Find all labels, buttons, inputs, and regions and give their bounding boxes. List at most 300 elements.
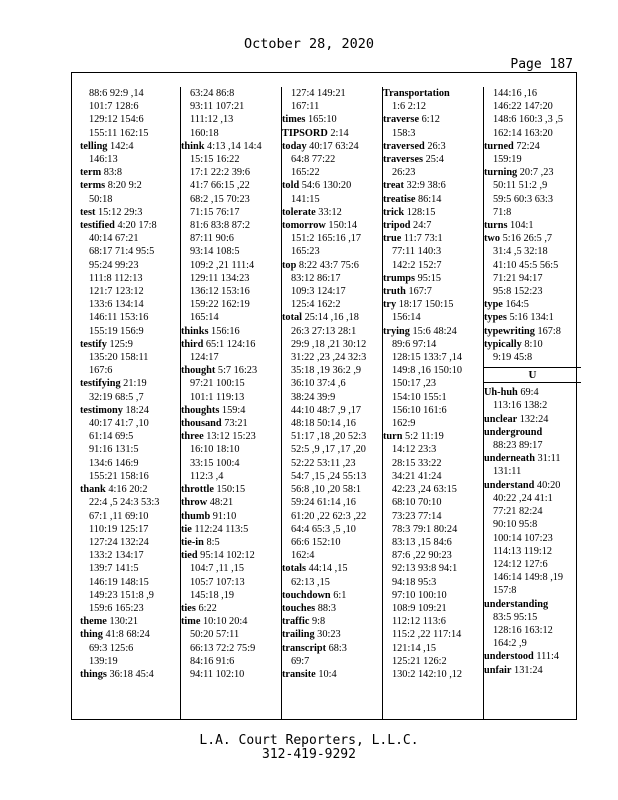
- index-entry-continuation: [383, 470, 483, 483]
- index-word: theme: [80, 616, 107, 628]
- page-line-refs: 18:24: [122, 404, 149, 416]
- index-word: time: [181, 616, 201, 628]
- page-line-refs: 94:11 102:10: [190, 668, 245, 680]
- page-line-refs: 5:2 11:19: [402, 431, 444, 443]
- page-line-refs: 77:21 82:24: [493, 506, 543, 518]
- page-line-refs: 14:12 23:3: [392, 444, 437, 456]
- index-entry-continuation: [282, 391, 382, 404]
- page-line-refs: 129:11 134:23: [190, 272, 250, 284]
- index-entry-continuation: [484, 532, 585, 545]
- index-word: today: [282, 140, 307, 152]
- page-line-refs: 165:10: [305, 114, 337, 126]
- index-entry: [80, 338, 180, 351]
- index-word: transite: [282, 668, 316, 680]
- index-entry-continuation: [383, 576, 483, 589]
- page-line-refs: 162:4: [291, 550, 315, 562]
- index-entry: [282, 615, 382, 628]
- page-line-refs: 6:1: [330, 589, 347, 601]
- index-entry-continuation: [282, 285, 382, 298]
- page-line-refs: 139:19: [89, 655, 118, 667]
- page-line-refs: 10:10 20:4: [200, 616, 248, 628]
- page-line-refs: 20:7 ,23: [517, 167, 554, 179]
- index-word: Uh-huh: [484, 387, 518, 399]
- index-entry: [80, 219, 180, 232]
- index-column-3: [282, 87, 383, 719]
- page-line-refs: 31:4 ,5 32:18: [493, 246, 548, 258]
- index-entry-continuation: [484, 272, 585, 285]
- page-line-refs: 83:12 86:17: [291, 272, 341, 284]
- index-entry: [181, 140, 281, 153]
- page-line-refs: 68:2 ,15 70:23: [190, 193, 250, 205]
- index-entry-continuation: [181, 193, 281, 206]
- index-entry-continuation: [383, 483, 483, 496]
- page-line-refs: 83:13 ,15 84:6: [392, 536, 452, 548]
- index-table: [71, 72, 577, 720]
- page-line-refs: 144:16 ,16: [493, 88, 538, 99]
- page-line-refs: 88:3: [315, 602, 337, 614]
- page-line-refs: 95:8 152:23: [493, 286, 543, 298]
- index-entry: [282, 140, 382, 153]
- index-word: understand: [484, 479, 535, 491]
- index-entry-continuation: [484, 245, 585, 258]
- page-line-refs: 8:10: [521, 338, 543, 350]
- index-word: true: [383, 233, 402, 245]
- page-line-refs: 8:22 43:7 75:6: [296, 259, 359, 271]
- index-entry-continuation: [80, 100, 180, 113]
- page-line-refs: 73:23 77:14: [392, 510, 442, 522]
- index-entry-continuation: [181, 153, 281, 166]
- page-line-refs: 130:2 142:10 ,12: [392, 668, 463, 680]
- index-entry-continuation: [181, 113, 281, 126]
- index-entry-continuation: [80, 642, 180, 655]
- index-entry-continuation: [383, 443, 483, 456]
- page-line-refs: 159:6 165:23: [89, 602, 144, 614]
- page-line-refs: 125:4 162:2: [291, 299, 341, 311]
- index-entry-continuation: [181, 219, 281, 232]
- page-line-refs: 97:21 100:15: [190, 378, 245, 390]
- page-line-refs: 150:14: [325, 220, 358, 232]
- page-line-refs: 88:6 92:9 ,14: [89, 88, 144, 99]
- index-entry-continuation: [181, 391, 281, 404]
- page-line-refs: 142:2 152:7: [392, 259, 442, 271]
- index-entry-continuation: [282, 523, 382, 536]
- page-line-refs: 145:18 ,19: [190, 589, 235, 601]
- index-entry: [484, 140, 585, 153]
- page-line-refs: 167:6: [89, 365, 113, 377]
- page-line-refs: 69:4: [517, 387, 539, 399]
- index-entry-continuation: [80, 311, 180, 324]
- court-reporter-phone: 312-419-9292: [262, 747, 356, 762]
- page-number: Page 187: [510, 57, 573, 72]
- page-line-refs: 146:14 149:8 ,19: [493, 572, 564, 584]
- index-word: understood: [484, 651, 534, 663]
- page-line-refs: 40:14 67:21: [89, 233, 139, 245]
- page-line-refs: 164:5: [502, 299, 529, 311]
- transcript-date: October 28, 2020: [243, 36, 375, 52]
- page-line-refs: 6:22: [195, 602, 217, 614]
- page-line-refs: 67:1 ,11 69:10: [89, 510, 149, 522]
- page-line-refs: 133:6 134:14: [89, 299, 144, 311]
- page-line-refs: 159:19: [493, 154, 522, 166]
- page-line-refs: 6:12: [419, 114, 440, 126]
- page-line-refs: 165:22: [291, 167, 320, 179]
- page-line-refs: 128:16 163:12: [493, 624, 553, 636]
- index-word: turns: [484, 220, 508, 232]
- page-line-refs: 62:13 ,15: [291, 576, 330, 588]
- index-entry: [181, 549, 281, 562]
- index-word: three: [181, 431, 204, 443]
- index-entry: [383, 87, 483, 100]
- page-line-refs: 155:21 158:16: [89, 470, 149, 482]
- index-entry-continuation: [181, 470, 281, 483]
- page-line-refs: 81:6 83:8 87:2: [190, 220, 251, 232]
- page-line-refs: 125:9: [106, 338, 133, 350]
- page-line-refs: 156:14: [392, 312, 421, 324]
- page-line-refs: 48:18 50:14 ,16: [291, 418, 356, 430]
- page-line-refs: 40:17 63:24: [306, 140, 359, 152]
- page-line-refs: 104:7 ,11 ,15: [190, 563, 244, 575]
- index-entry: [282, 642, 382, 655]
- index-entry-continuation: [383, 523, 483, 536]
- page-line-refs: 9:19 45:8: [493, 352, 533, 364]
- page-line-refs: 40:20: [534, 479, 561, 491]
- page-line-refs: 136:12 153:16: [190, 286, 250, 298]
- index-entry-continuation: [282, 272, 382, 285]
- page-line-refs: 16:10 18:10: [190, 444, 240, 456]
- page-line-refs: 93:11 107:21: [190, 101, 245, 113]
- page-line-refs: 61:20 ,22 62:3 ,22: [291, 510, 367, 522]
- page-line-refs: 73:21: [221, 418, 248, 430]
- index-entry-continuation: [181, 377, 281, 390]
- index-entry-continuation: [282, 510, 382, 523]
- index-entry: [282, 113, 382, 126]
- page-line-refs: 167:11: [291, 101, 320, 113]
- index-entry: [282, 311, 382, 324]
- index-entry-continuation: [282, 443, 382, 456]
- index-entry-continuation: [80, 272, 180, 285]
- index-entry-continuation: [383, 166, 483, 179]
- page-line-refs: 35:18 ,19 36:2 ,9: [291, 365, 362, 377]
- index-word: touches: [282, 602, 316, 614]
- page-line-refs: 111:12 ,13: [190, 114, 234, 126]
- index-entry-continuation: [80, 562, 180, 575]
- index-entry: [484, 650, 585, 663]
- index-word: treat: [383, 180, 404, 192]
- index-entry: [282, 179, 382, 192]
- index-word: terms: [80, 180, 106, 192]
- page-line-refs: 84:16 91:6: [190, 655, 235, 667]
- index-word: things: [80, 668, 107, 680]
- index-entry-continuation: [383, 338, 483, 351]
- index-entry-continuation: [282, 87, 382, 100]
- index-entry-continuation: [282, 655, 382, 668]
- page-line-refs: 159:4: [219, 404, 246, 416]
- index-word: turning: [484, 167, 518, 179]
- index-entry: [181, 523, 281, 536]
- index-entry-continuation: [181, 562, 281, 575]
- index-word: underground: [484, 426, 543, 438]
- page-line-refs: 1:6 2:12: [392, 101, 427, 113]
- page-line-refs: 135:20 158:11: [89, 352, 149, 364]
- page-line-refs: 165:14: [190, 312, 219, 324]
- page-line-refs: 21:19: [120, 378, 147, 390]
- index-entry-continuation: [181, 628, 281, 641]
- page-line-refs: 131:24: [511, 664, 543, 676]
- index-entry-continuation: [282, 496, 382, 509]
- index-entry-continuation: [80, 549, 180, 562]
- index-word: throw: [181, 497, 208, 509]
- page-line-refs: 115:2 ,22 117:14: [392, 629, 462, 641]
- index-word: testify: [80, 338, 107, 350]
- index-column-2: [181, 87, 282, 719]
- index-entry-continuation: [383, 655, 483, 668]
- index-entry: [484, 386, 585, 399]
- index-entry-continuation: [383, 562, 483, 575]
- index-entry-continuation: [181, 311, 281, 324]
- index-entry-continuation: [282, 232, 382, 245]
- index-entry-continuation: [80, 285, 180, 298]
- index-entry-continuation: [282, 417, 382, 430]
- page-line-refs: 41:8 68:24: [102, 629, 150, 641]
- index-word: ties: [181, 602, 196, 614]
- page-line-refs: 105:7 107:13: [190, 576, 245, 588]
- index-entry-continuation: [383, 628, 483, 641]
- index-word: types: [484, 312, 507, 324]
- page-line-refs: 44:14 ,15: [306, 563, 348, 575]
- page-line-refs: 36:10 37:4 ,6: [291, 378, 346, 390]
- index-entry: [181, 536, 281, 549]
- page-line-refs: 150:17 ,23: [392, 378, 437, 390]
- index-entry-continuation: [282, 338, 382, 351]
- index-word: thoughts: [181, 404, 220, 416]
- index-entry-continuation: [181, 245, 281, 258]
- index-word: TIPSORD: [282, 127, 328, 139]
- page-line-refs: 4:16 20:2: [105, 484, 148, 496]
- page-line-refs: 86:14: [415, 193, 442, 205]
- page-line-refs: 164:2 ,9: [493, 638, 527, 650]
- page-line-refs: 68:10 70:10: [392, 497, 442, 509]
- index-entry-continuation: [383, 377, 483, 390]
- index-entry-continuation: [80, 523, 180, 536]
- page-line-refs: 66:13 72:2 75:9: [190, 642, 256, 654]
- index-entry: [80, 377, 180, 390]
- page-line-refs: 25:4: [423, 154, 444, 166]
- page-line-refs: 9:8: [309, 616, 326, 628]
- index-word: telling: [80, 140, 108, 152]
- index-word: Transportation: [383, 88, 450, 99]
- index-entry: [484, 311, 585, 324]
- index-entry-continuation: [282, 298, 382, 311]
- index-entry-continuation: [181, 179, 281, 192]
- index-word: traversed: [383, 140, 425, 152]
- index-entry-continuation: [80, 391, 180, 404]
- page-line-refs: 5:7 16:23: [215, 365, 258, 377]
- page-line-refs: 36:18 45:4: [106, 668, 154, 680]
- page-line-refs: 100:14 107:23: [493, 532, 553, 544]
- page-line-refs: 5:16 26:5 ,7: [500, 233, 553, 245]
- index-word: turned: [484, 140, 514, 152]
- page-line-refs: 68:17 71:4 95:5: [89, 246, 155, 258]
- page-line-refs: 40:17 41:7 ,10: [89, 418, 149, 430]
- page-line-refs: 124:12 127:6: [493, 558, 548, 570]
- index-entry-continuation: [282, 404, 382, 417]
- index-entry-continuation: [383, 364, 483, 377]
- index-word: traverses: [383, 154, 424, 166]
- page-line-refs: 59:24 61:14 ,16: [291, 497, 356, 509]
- page-line-refs: 32:9 38:6: [403, 180, 446, 192]
- index-entry: [282, 127, 382, 140]
- index-entry-continuation: [80, 457, 180, 470]
- index-entry-continuation: [383, 549, 483, 562]
- page-line-refs: 54:7 ,15 ,24 55:13: [291, 470, 367, 482]
- page-line-refs: 59:5 60:3 63:3: [493, 193, 554, 205]
- index-entry-continuation: [80, 602, 180, 615]
- page-line-refs: 95:15: [415, 272, 442, 284]
- page-line-refs: 130:21: [106, 616, 139, 628]
- index-entry-continuation: [282, 576, 382, 589]
- index-entry-continuation: [383, 615, 483, 628]
- page-line-refs: 132:24: [517, 413, 549, 425]
- index-word: try: [383, 299, 397, 311]
- page-line-refs: 93:14 108:5: [190, 246, 240, 258]
- index-entry-continuation: [484, 87, 585, 100]
- page-line-refs: 167:7: [405, 286, 432, 298]
- page-line-refs: 18:17 150:15: [396, 299, 454, 311]
- index-word: turn: [383, 431, 403, 443]
- page-line-refs: 159:22 162:19: [190, 299, 250, 311]
- footer: [0, 734, 618, 762]
- page-line-refs: 50:18: [89, 193, 113, 205]
- index-entry-continuation: [181, 100, 281, 113]
- page-line-refs: 64:4 65:3 ,5 ,10: [291, 523, 356, 535]
- index-word: transcript: [282, 642, 327, 654]
- index-entry: [181, 325, 281, 338]
- index-entry-continuation: [80, 193, 180, 206]
- index-entry-continuation: [484, 545, 585, 558]
- index-entry-continuation: [383, 259, 483, 272]
- index-entry: [282, 668, 382, 681]
- page-line-refs: 110:19 125:17: [89, 523, 149, 535]
- index-entry-continuation: [181, 576, 281, 589]
- index-entry: [282, 219, 382, 232]
- index-entry: [484, 598, 585, 611]
- index-entry-continuation: [383, 642, 483, 655]
- page-line-refs: 13:12 15:23: [203, 431, 256, 443]
- page-line-refs: 88:23 89:17: [493, 440, 543, 452]
- page-line-refs: 158:3: [392, 127, 416, 139]
- index-word: tie: [181, 523, 192, 535]
- index-entry-continuation: [383, 510, 483, 523]
- index-word: testimony: [80, 404, 123, 416]
- index-entry: [484, 426, 585, 439]
- page-line-refs: 125:21 126:2: [392, 655, 447, 667]
- index-word: think: [181, 140, 205, 152]
- index-entry-continuation: [383, 457, 483, 470]
- page-line-refs: 151:2 165:16 ,17: [291, 233, 362, 245]
- page-line-refs: 134:6 146:9: [89, 457, 139, 469]
- index-entry-continuation: [282, 245, 382, 258]
- index-entry-continuation: [282, 549, 382, 562]
- page-line-refs: 146:13: [89, 154, 118, 166]
- page-line-refs: 91:16 131:5: [89, 444, 139, 456]
- index-word: tripod: [383, 220, 411, 232]
- index-entry: [484, 338, 585, 351]
- index-word: told: [282, 180, 300, 192]
- page-line-refs: 154:10 155:1: [392, 391, 447, 403]
- page-line-refs: 78:3 79:1 80:24: [392, 523, 458, 535]
- index-entry: [383, 153, 483, 166]
- index-entry-continuation: [181, 457, 281, 470]
- index-word: thought: [181, 365, 216, 377]
- index-entry: [484, 298, 585, 311]
- index-entry: [80, 140, 180, 153]
- page-line-refs: 26:3: [424, 140, 446, 152]
- index-entry: [181, 430, 281, 443]
- page-line-refs: 42:23 ,24 63:15: [392, 484, 457, 496]
- index-entry: [484, 664, 585, 677]
- index-entry: [484, 413, 585, 426]
- index-entry: [383, 206, 483, 219]
- index-entry: [282, 628, 382, 641]
- page-line-refs: 155:11 162:15: [89, 127, 149, 139]
- index-word: typically: [484, 338, 522, 350]
- page-line-refs: 149:8 ,16 150:10: [392, 365, 463, 377]
- page-line-refs: 2:14: [327, 127, 349, 139]
- page-line-refs: 146:19 148:15: [89, 576, 149, 588]
- index-word: touchdown: [282, 589, 331, 601]
- index-entry-continuation: [181, 655, 281, 668]
- page-line-refs: 77:11 140:3: [392, 246, 442, 258]
- page-line-refs: 72:24: [513, 140, 540, 152]
- index-entry-continuation: [181, 232, 281, 245]
- index-entry-continuation: [484, 611, 585, 624]
- page-line-refs: 8:5: [203, 536, 220, 548]
- index-word: tie-in: [181, 536, 204, 548]
- page-line-refs: 24:7: [410, 220, 432, 232]
- index-entry-continuation: [484, 206, 585, 219]
- index-entry-continuation: [282, 457, 382, 470]
- page-line-refs: 32:19 68:5 ,7: [89, 391, 144, 403]
- index-word: test: [80, 206, 96, 218]
- index-word: thing: [80, 629, 103, 641]
- index-entry-continuation: [80, 470, 180, 483]
- index-entry: [484, 479, 585, 492]
- page-line-refs: 71:21 94:17: [493, 272, 543, 284]
- index-word: third: [181, 338, 204, 350]
- index-entry-continuation: [484, 127, 585, 140]
- page-line-refs: 61:14 69:5: [89, 431, 134, 443]
- index-entry: [80, 166, 180, 179]
- index-entry-continuation: [80, 232, 180, 245]
- page-line-refs: 162:14 163:20: [493, 127, 553, 139]
- index-entry-continuation: [383, 100, 483, 113]
- index-entry-continuation: [80, 655, 180, 668]
- index-entry: [181, 602, 281, 615]
- page-line-refs: 26:3 27:13 28:1: [291, 325, 357, 337]
- page-line-refs: 87:6 ,22 90:23: [392, 550, 452, 562]
- page-line-refs: 127:4 149:21: [291, 88, 346, 99]
- index-entry-continuation: [383, 602, 483, 615]
- page-line-refs: 129:12 154:6: [89, 114, 144, 126]
- page-line-refs: 29:9 ,18 ,21 30:12: [291, 338, 367, 350]
- index-column-1: [80, 87, 181, 719]
- index-word: understanding: [484, 598, 549, 610]
- page-line-refs: 41:10 45:5 56:5: [493, 259, 559, 271]
- index-word: tied: [181, 550, 198, 562]
- index-entry-continuation: [484, 584, 585, 597]
- index-entry-continuation: [383, 589, 483, 602]
- index-entry-continuation: [383, 404, 483, 417]
